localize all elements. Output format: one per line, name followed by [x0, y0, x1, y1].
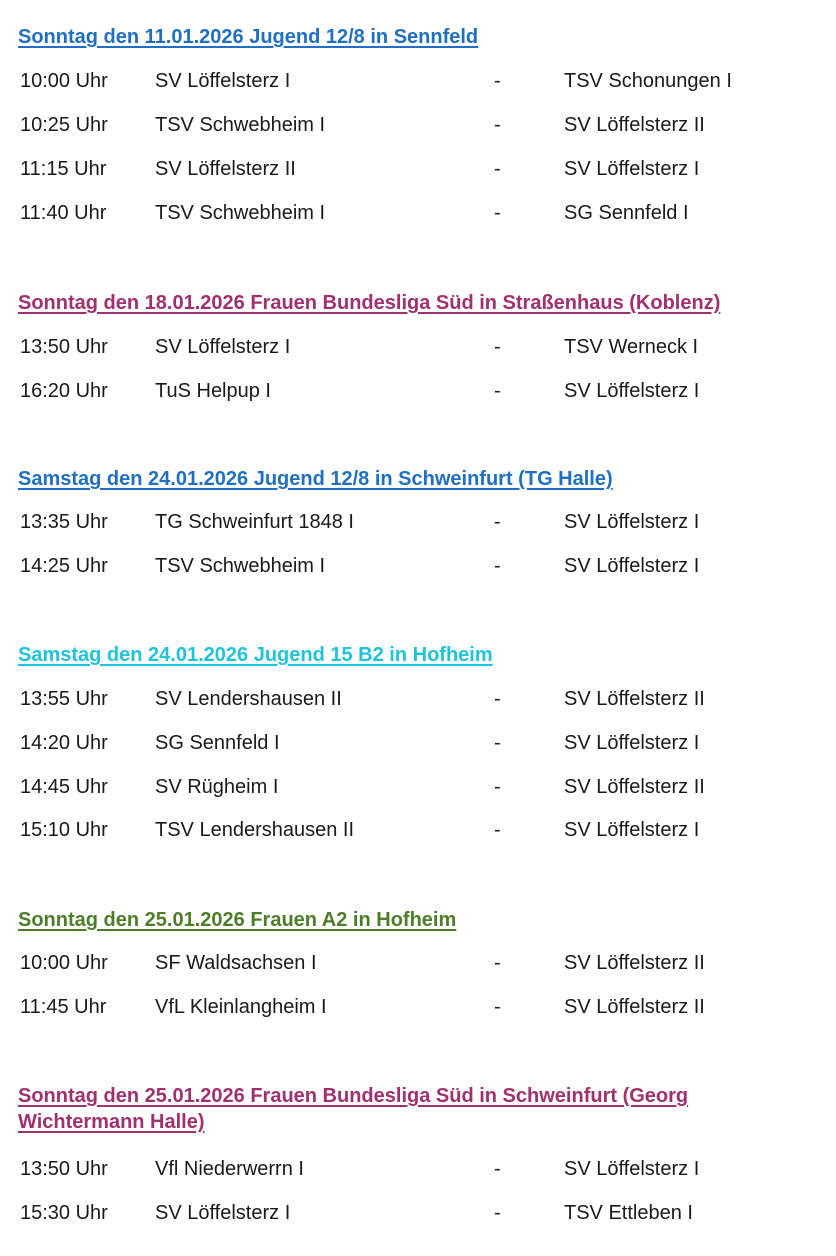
home-team: SV Rügheim I — [155, 776, 279, 798]
match-row — [0, 815, 836, 845]
match-separator: - — [494, 555, 501, 577]
match-separator: - — [494, 819, 501, 841]
match-separator: - — [494, 952, 501, 974]
away-team: SV Löffelsterz I — [564, 380, 700, 402]
match-time: 11:15 Uhr — [20, 158, 107, 180]
section-heading: Sonntag den 18.01.2026 Frauen Bundesliga Süd in Straßenhaus (Koblenz) — [18, 292, 721, 314]
home-team: TSV Schwebheim I — [155, 555, 326, 577]
match-row — [0, 198, 836, 228]
home-team: SG Sennfeld I — [155, 732, 280, 754]
home-team: TSV Lendershausen II — [155, 819, 355, 841]
match-separator: - — [494, 732, 501, 754]
away-team: SV Löffelsterz II — [564, 688, 705, 710]
away-team: SV Löffelsterz I — [564, 158, 700, 180]
away-team: TSV Ettleben I — [564, 1202, 693, 1224]
away-team: TSV Schonungen I — [564, 70, 732, 92]
match-separator: - — [494, 158, 501, 180]
away-team: SV Löffelsterz II — [564, 114, 705, 136]
away-team: SV Löffelsterz I — [564, 1158, 700, 1180]
match-time: 13:35 Uhr — [20, 511, 108, 533]
match-time: 11:40 Uhr — [20, 202, 107, 224]
match-time: 16:20 Uhr — [20, 380, 108, 402]
home-team: SV Löffelsterz I — [155, 70, 291, 92]
match-row — [0, 507, 836, 537]
away-team: SV Löffelsterz II — [564, 996, 705, 1018]
match-row — [0, 1154, 836, 1184]
section-heading: Samstag den 24.01.2026 Jugend 12/8 in Schweinfurt (TG Halle) — [18, 468, 613, 490]
match-row — [0, 1198, 836, 1228]
match-time: 10:25 Uhr — [20, 114, 108, 136]
match-row — [0, 772, 836, 802]
match-row — [0, 684, 836, 714]
match-separator: - — [494, 380, 501, 402]
away-team: SV Löffelsterz I — [564, 555, 700, 577]
match-separator: - — [494, 1202, 501, 1224]
match-time: 14:25 Uhr — [20, 555, 108, 577]
away-team: SV Löffelsterz II — [564, 952, 705, 974]
match-time: 11:45 Uhr — [20, 996, 107, 1018]
match-time: 10:00 Uhr — [20, 952, 108, 974]
home-team: Vfl Niederwerrn I — [155, 1158, 304, 1180]
match-separator: - — [494, 996, 501, 1018]
match-row — [0, 110, 836, 140]
match-separator: - — [494, 511, 501, 533]
match-row — [0, 728, 836, 758]
match-separator: - — [494, 114, 501, 136]
match-time: 13:50 Uhr — [20, 1158, 108, 1180]
home-team: TSV Schwebheim I — [155, 114, 326, 136]
match-separator: - — [494, 202, 501, 224]
match-row — [0, 948, 836, 978]
away-team: SV Löffelsterz I — [564, 732, 700, 754]
match-separator: - — [494, 336, 501, 358]
away-team: TSV Werneck I — [564, 336, 699, 358]
section-heading: Sonntag den 25.01.2026 Frauen A2 in Hofheim — [18, 909, 457, 931]
home-team: VfL Kleinlangheim I — [155, 996, 327, 1018]
home-team: SV Löffelsterz II — [155, 158, 296, 180]
match-time: 13:55 Uhr — [20, 688, 108, 710]
section-heading: Sonntag den 11.01.2026 Jugend 12/8 in Sennfeld — [18, 26, 479, 48]
home-team: TSV Schwebheim I — [155, 202, 326, 224]
match-row — [0, 992, 836, 1022]
match-time: 13:50 Uhr — [20, 336, 108, 358]
home-team: SV Löffelsterz I — [155, 1202, 291, 1224]
match-time: 14:20 Uhr — [20, 732, 108, 754]
away-team: SV Löffelsterz I — [564, 819, 700, 841]
away-team: SV Löffelsterz I — [564, 511, 700, 533]
match-separator: - — [494, 776, 501, 798]
match-separator: - — [494, 1158, 501, 1180]
home-team: SV Lendershausen II — [155, 688, 342, 710]
match-separator: - — [494, 688, 501, 710]
match-time: 14:45 Uhr — [20, 776, 108, 798]
match-separator: - — [494, 70, 501, 92]
match-row — [0, 376, 836, 406]
home-team: TG Schweinfurt 1848 I — [155, 511, 354, 533]
match-row — [0, 66, 836, 96]
match-row — [0, 551, 836, 581]
section-heading: Samstag den 24.01.2026 Jugend 15 B2 in Hofheim — [18, 644, 493, 666]
match-row — [0, 154, 836, 184]
match-time: 10:00 Uhr — [20, 70, 108, 92]
home-team: TuS Helpup I — [155, 380, 271, 402]
home-team: SF Waldsachsen I — [155, 952, 317, 974]
away-team: SG Sennfeld I — [564, 202, 689, 224]
home-team: SV Löffelsterz I — [155, 336, 291, 358]
away-team: SV Löffelsterz II — [564, 776, 705, 798]
section-heading: Sonntag den 25.01.2026 Frauen Bundesliga Süd in Schweinfurt (Georg Wichtermann Halle) — [18, 1085, 689, 1133]
match-time: 15:10 Uhr — [20, 819, 108, 841]
match-time: 15:30 Uhr — [20, 1202, 108, 1224]
match-row — [0, 332, 836, 362]
